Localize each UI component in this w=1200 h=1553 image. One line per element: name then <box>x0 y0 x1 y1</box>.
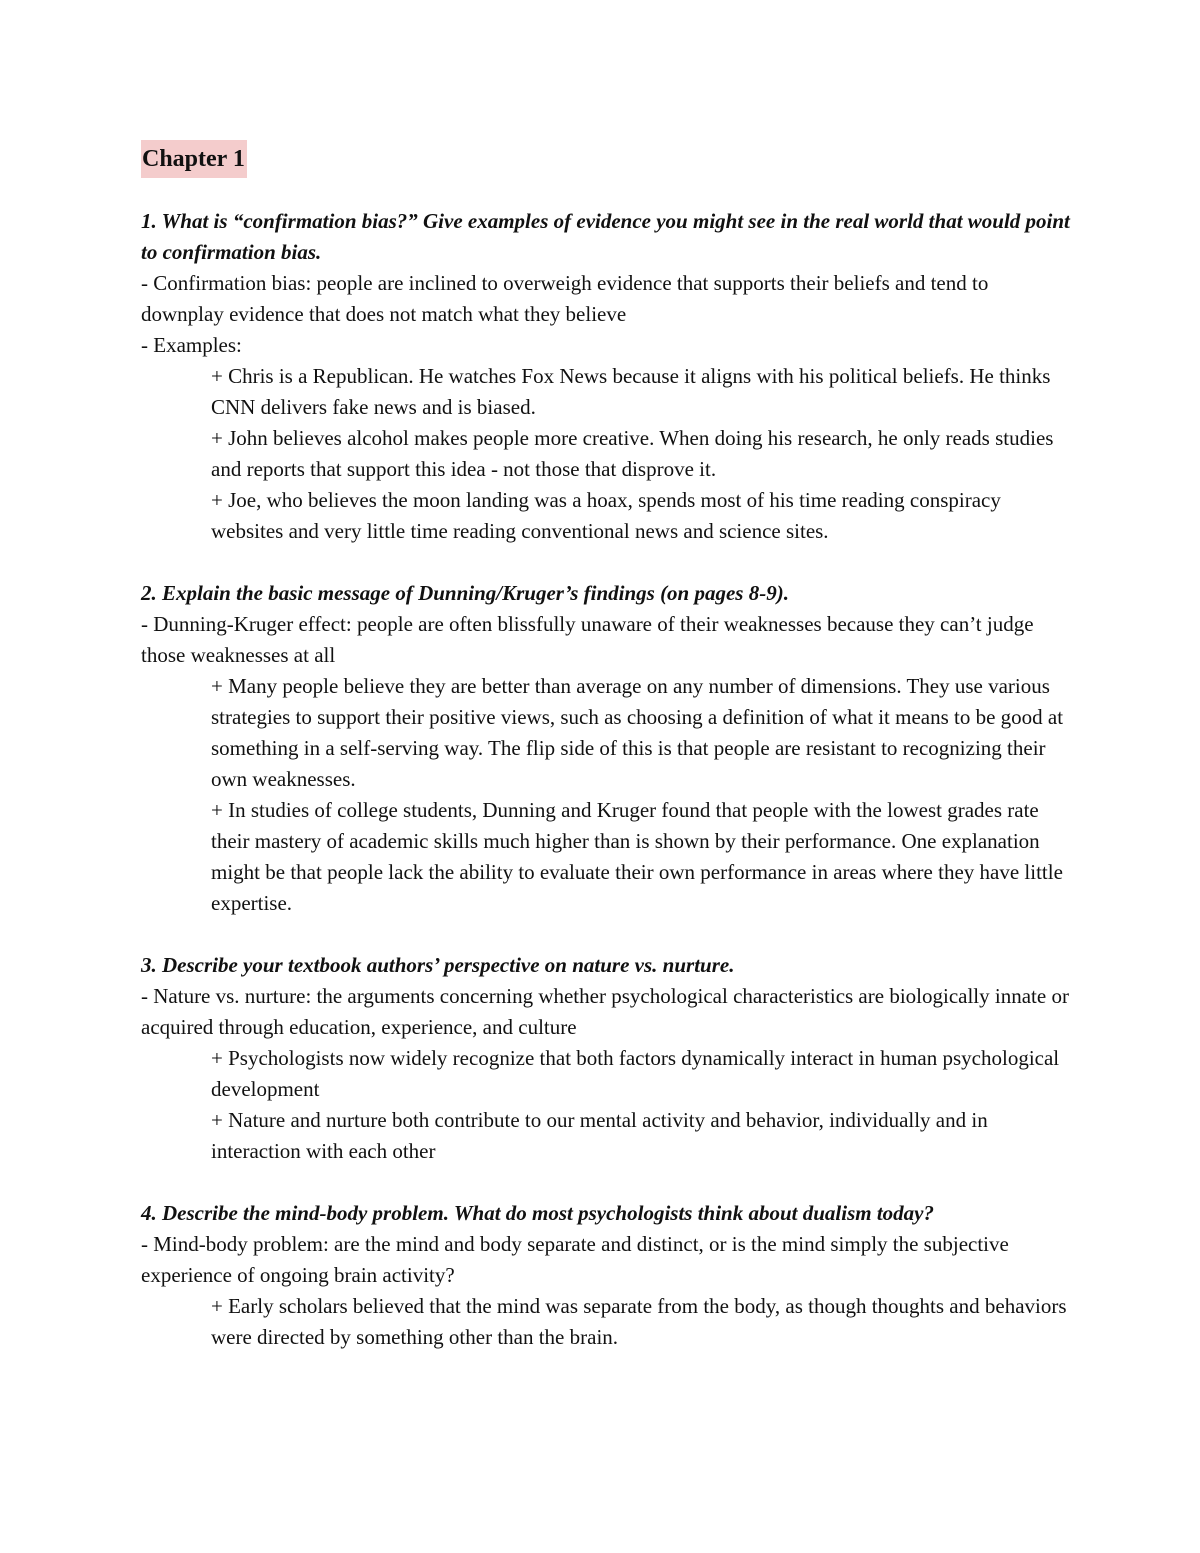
sub-point: + Early scholars believed that the mind was separate from the body, as though thoughts and behaviors were directed by something other than the brain. <box>211 1294 1067 1349</box>
question-heading: 3. Describe your textbook authors’ perspective on nature vs. nurture. <box>141 953 735 977</box>
answer-line: - Examples: <box>141 333 242 357</box>
question-block-3 <box>141 950 1071 1167</box>
document-page <box>141 140 1071 1384</box>
sub-point: + Psychologists now widely recognize that both factors dynamically interact in human psychological development <box>211 1046 1060 1101</box>
sub-point: + Joe, who believes the moon landing was a hoax, spends most of his time reading conspiracy websites and very little time reading conventional news and science sites. <box>211 488 1001 543</box>
sub-point: + In studies of college students, Dunning and Kruger found that people with the lowest grades rate their mastery of academic skills much higher than is shown by their performance. One explanation might be that people lack the ability to evaluate their own performance in areas where they have little expertise. <box>211 798 1063 915</box>
sub-point: + Nature and nurture both contribute to our mental activity and behavior, individually and in interaction with each other <box>211 1108 988 1163</box>
answer-line: - Mind-body problem: are the mind and body separate and distinct, or is the mind simply the subjective experience of ongoing brain activity? <box>141 1232 1009 1287</box>
sub-point: + Many people believe they are better than average on any number of dimensions. They use various strategies to support their positive views, such as choosing a definition of what it means to be good at something in a self-serving way. The flip side of this is that people are resistant to recognizing their own weaknesses. <box>211 674 1064 791</box>
sub-point: + John believes alcohol makes people more creative. When doing his research, he only reads studies and reports that support this idea - not those that disprove it. <box>211 426 1054 481</box>
question-block-4 <box>141 1198 1071 1353</box>
answer-line: - Confirmation bias: people are inclined to overweigh evidence that supports their beliefs and tend to downplay evidence that does not match what they believe <box>141 271 989 326</box>
question-heading: 4. Describe the mind-body problem. What do most psychologists think about dualism today? <box>141 1201 935 1225</box>
question-heading: 2. Explain the basic message of Dunning/Kruger’s findings (on pages 8-9). <box>141 581 789 605</box>
chapter-title: Chapter 1 <box>141 140 247 178</box>
answer-line: - Nature vs. nurture: the arguments concerning whether psychological characteristics are biologically innate or acquired through education, experience, and culture <box>141 984 1069 1039</box>
question-block-1 <box>141 206 1071 547</box>
question-block-2 <box>141 578 1071 919</box>
question-heading: 1. What is “confirmation bias?” Give examples of evidence you might see in the real world that would point to confirmation bias. <box>141 209 1070 264</box>
sub-point: + Chris is a Republican. He watches Fox News because it aligns with his political beliefs. He thinks CNN delivers fake news and is biased. <box>211 364 1051 419</box>
answer-line: - Dunning-Kruger effect: people are often blissfully unaware of their weaknesses because they can’t judge those weaknesses at all <box>141 612 1034 667</box>
